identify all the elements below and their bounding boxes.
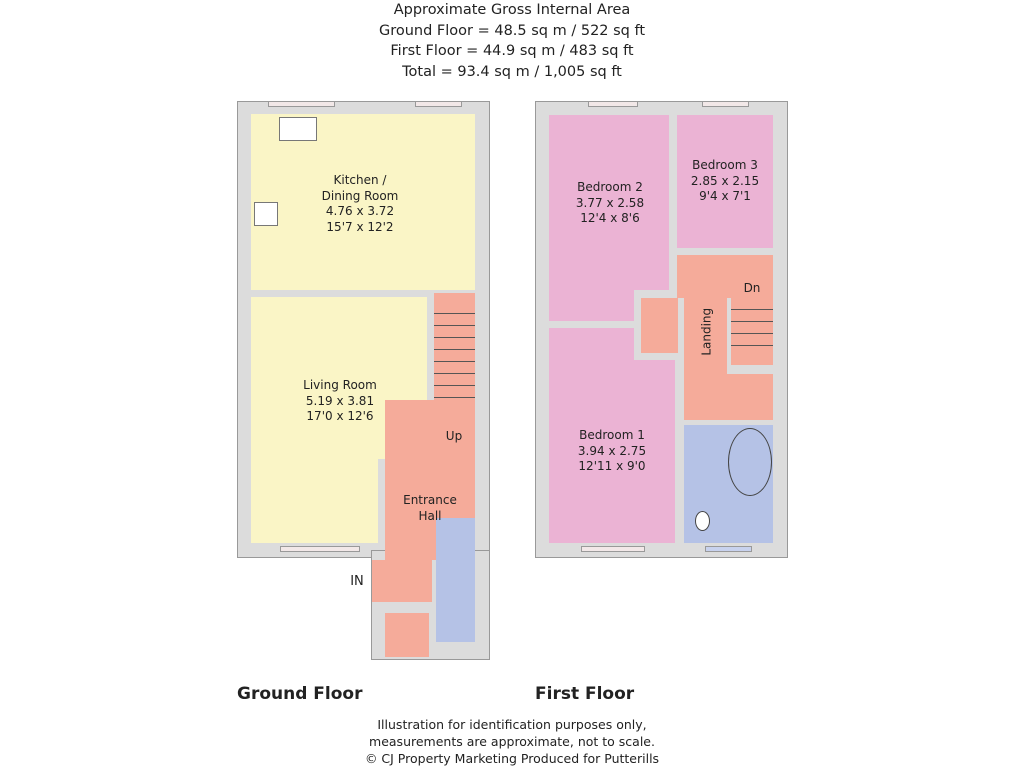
room-name: Hall (418, 508, 442, 523)
living-room-label (280, 378, 400, 425)
room-size-imperial: 17'0 x 12'6 (306, 409, 374, 423)
entrance-hall (372, 560, 432, 602)
stairs-up-label: Up (445, 429, 463, 443)
toilet-icon (695, 511, 710, 531)
room-size-imperial: 9'4 x 7'1 (699, 189, 751, 203)
living-room (251, 458, 378, 543)
stairs-down-label: Dn (743, 281, 761, 295)
room-name: Dining Room (321, 188, 399, 203)
ground-floor-title: Ground Floor (237, 684, 363, 704)
room-size-metric: 4.76 x 3.72 (325, 204, 395, 218)
bath-icon (728, 428, 772, 496)
bedroom-1-label (562, 428, 662, 475)
kitchen-label (300, 173, 420, 235)
copyright: © CJ Property Marketing Produced for Putterills (364, 751, 660, 766)
room-size-imperial: 12'11 x 9'0 (578, 459, 646, 473)
window (588, 101, 638, 107)
room-name: Bedroom 2 (577, 180, 643, 194)
disclaimer-line: Illustration for identification purposes only, (377, 717, 647, 732)
room-size-imperial: 15'7 x 12'2 (326, 219, 394, 234)
landing-label: Landing (699, 307, 714, 356)
hob-icon (254, 202, 278, 226)
wc (436, 518, 475, 642)
sink-icon (279, 117, 317, 141)
bedroom-2-label (560, 180, 660, 227)
room-name: Bedroom 1 (579, 428, 645, 442)
entrance-label: IN (350, 574, 364, 589)
ground-area: Ground Floor = 48.5 sq m / 522 sq ft (378, 22, 646, 39)
disclaimer-line: measurements are approximate, not to scale. (369, 734, 655, 749)
staircase (434, 293, 475, 405)
bedroom-2-wardrobe (549, 290, 634, 321)
window (702, 101, 749, 107)
window (280, 546, 360, 552)
area-summary (0, 0, 1024, 82)
window (581, 546, 645, 552)
porch (385, 613, 429, 657)
room-name: Entrance (403, 493, 457, 507)
area-title: Approximate Gross Internal Area (393, 2, 631, 18)
room-size-imperial: 12'4 x 8'6 (580, 211, 640, 225)
window (415, 101, 462, 107)
cupboard (716, 374, 773, 420)
window (705, 546, 752, 552)
room-size-metric: 3.77 x 2.58 (575, 195, 645, 210)
total-area: Total = 93.4 sq m / 1,005 sq ft (402, 63, 622, 80)
room-name: Kitchen / (333, 173, 387, 187)
window (268, 101, 335, 107)
bedroom-1-wardrobe (549, 328, 634, 360)
entrance-hall-label (390, 493, 470, 524)
staircase (731, 298, 773, 365)
first-floor-title: First Floor (535, 684, 635, 704)
first-area: First Floor = 44.9 sq m / 483 sq ft (390, 43, 634, 59)
room-size-metric: 2.85 x 2.15 (690, 173, 760, 188)
room-name: Living Room (303, 378, 377, 392)
bedroom-3-label (677, 158, 773, 205)
room-name: Bedroom 3 (692, 158, 758, 172)
cupboard (641, 298, 678, 353)
room-size-metric: 5.19 x 3.81 (305, 393, 375, 408)
disclaimer (0, 716, 1024, 767)
room-size-metric: 3.94 x 2.75 (577, 443, 647, 458)
